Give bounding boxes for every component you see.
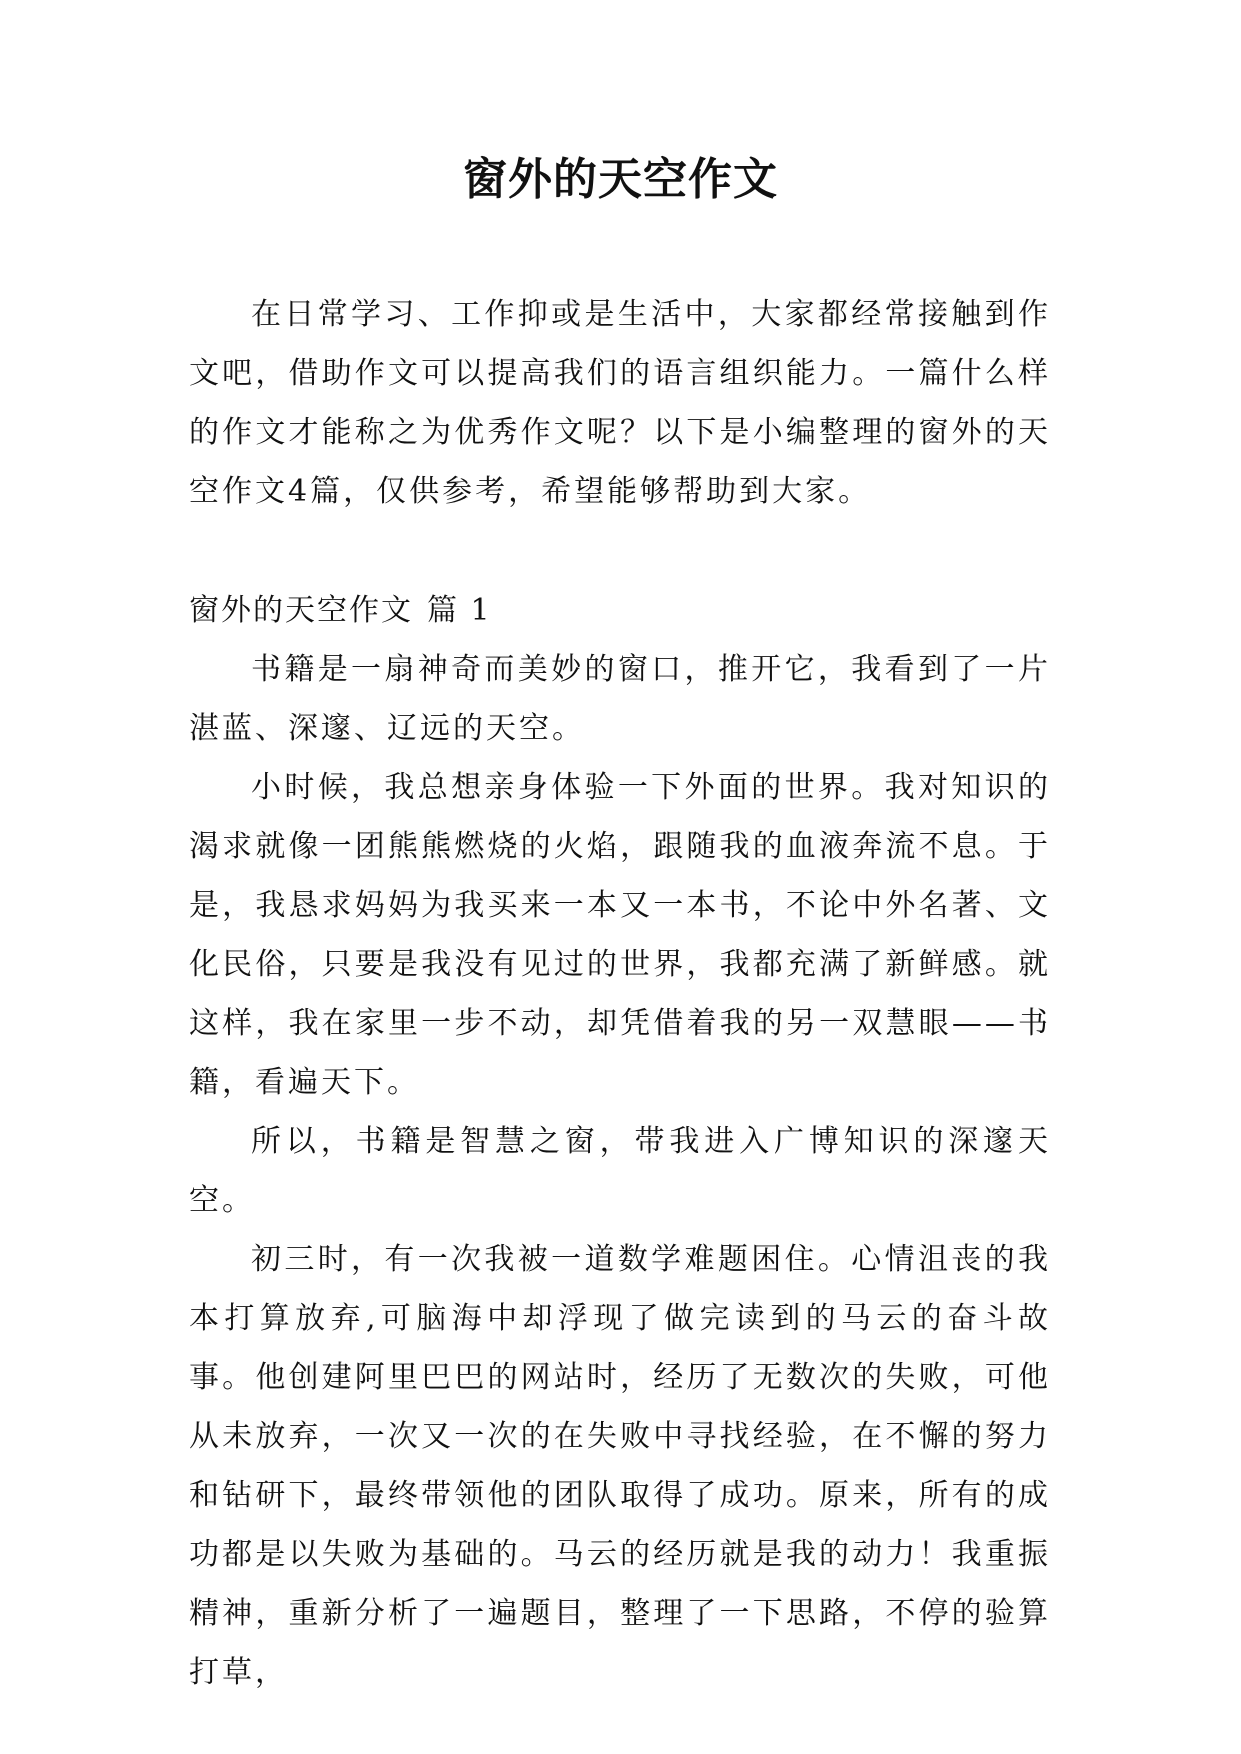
body-paragraph-3: 所以，书籍是智慧之窗，带我进入广博知识的深邃天空。 [189, 1124, 1051, 1218]
document-body [189, 285, 1051, 1702]
section-number: 篇 1 [427, 593, 492, 628]
document-title: 窗外的天空作文 [463, 154, 778, 205]
section-heading [189, 581, 1051, 640]
body-paragraph-1: 书籍是一扇神奇而美妙的窗口，推开它，我看到了一片湛蓝、深邃、辽远的天空。 [189, 652, 1051, 746]
section-title: 窗外的天空作文 [189, 593, 413, 628]
body-paragraph-2: 小时候，我总想亲身体验一下外面的世界。我对知识的渴求就像一团熊熊燃烧的火焰，跟随我的血液奔流不息。于是，我恳求妈妈为我买来一本又一本书，不论中外名著、文化民俗，只要是我没有见过的世界，我都充满了新鲜感。就这样，我在家里一步不动，却凭借着我的另一双慧眼——书籍，看遍天下。 [189, 770, 1051, 1100]
body-paragraph-4: 初三时，有一次我被一道数学难题困住。心情沮丧的我本打算放弃,可脑海中却浮现了做完读到的马云的奋斗故事。他创建阿里巴巴的网站时，经历了无数次的失败，可他从未放弃，一次又一次的在失败中寻找经验，在不懈的努力和钻研下，最终带领他的团队取得了成功。原来，所有的成功都是以失败为基础的。马云的经历就是我的动力！我重振精神，重新分析了一遍题目，整理了一下思路，不停的验算打草， [189, 1242, 1051, 1690]
intro-paragraph: 在日常学习、工作抑或是生活中，大家都经常接触到作文吧，借助作文可以提高我们的语言组织能力。一篇什么样的作文才能称之为优秀作文呢？以下是小编整理的窗外的天空作文4篇，仅供参考，希望能够帮助到大家。 [189, 297, 1051, 509]
